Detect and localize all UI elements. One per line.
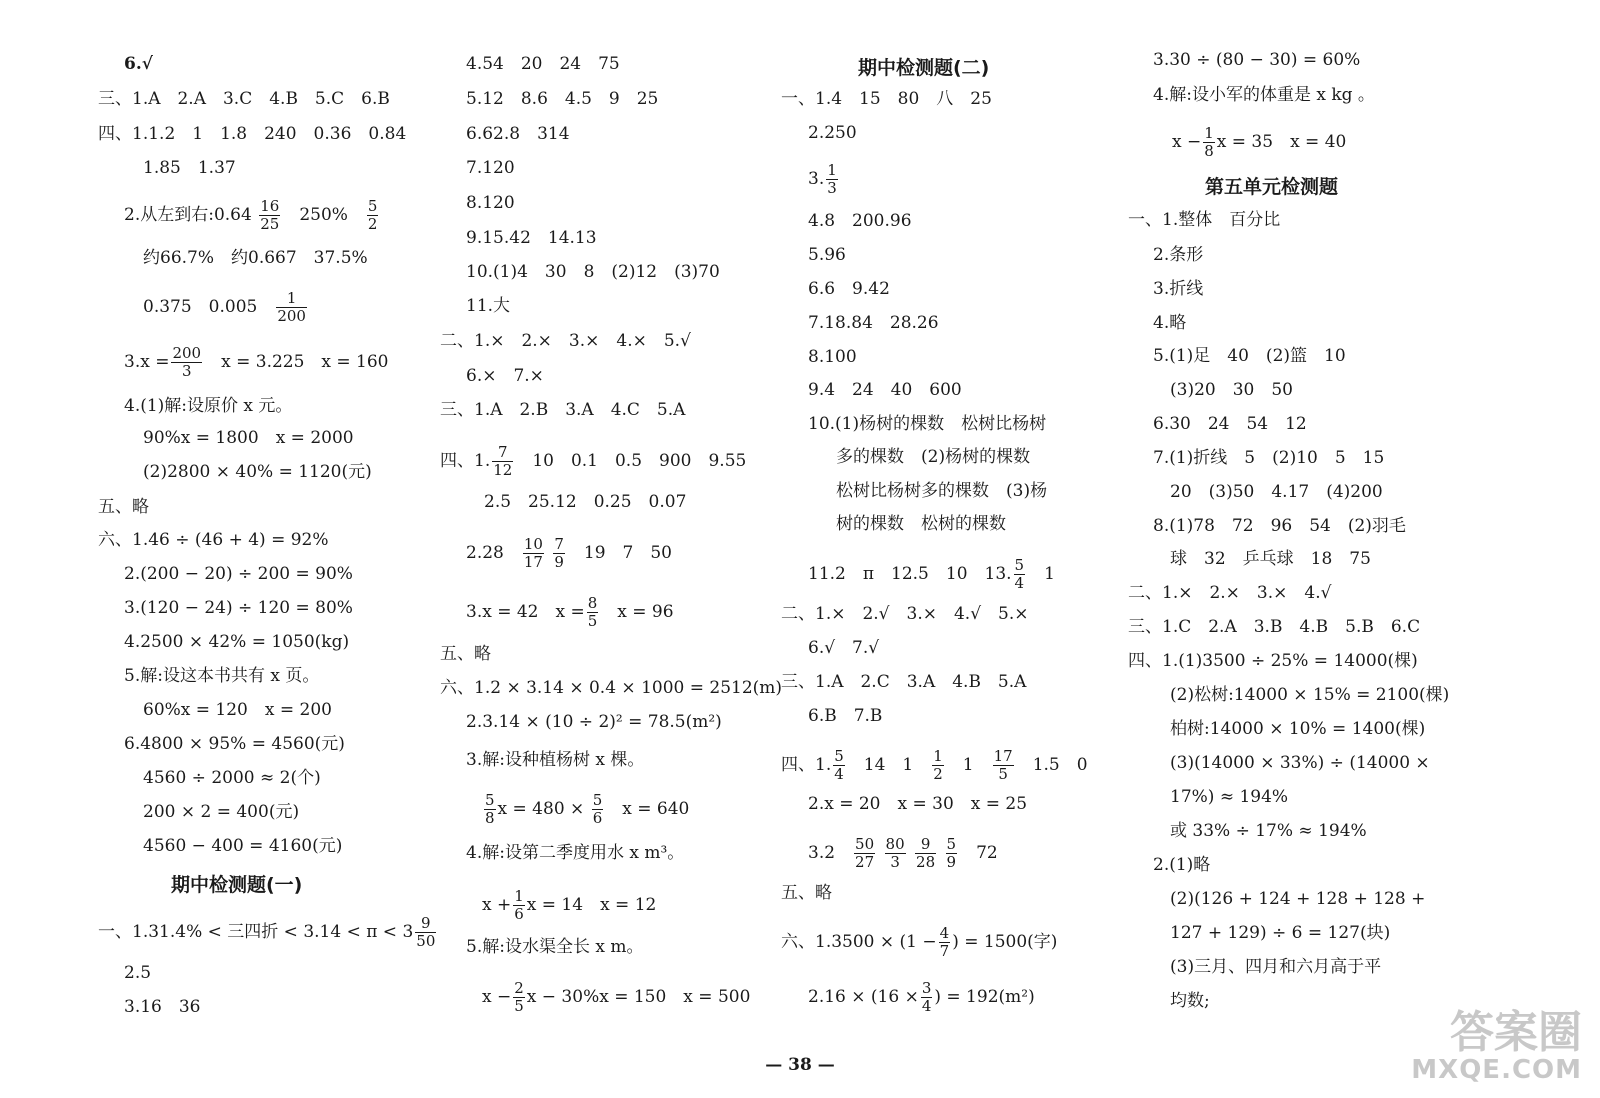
answer-line: x − $\frac{1}{8}$ x = 35 x = 40 xyxy=(1172,124,1347,160)
watermark-logo: 答案圈 MXQE.COM xyxy=(1411,1007,1582,1085)
answer-line: 2.28 $\frac{10}{17}$ $\frac{7}{9}$ 19 7 50 xyxy=(466,535,672,571)
fraction: $\frac{2}{5}$ xyxy=(514,979,524,1015)
answer-line: 5.解:设这本书共有 x 页。 xyxy=(124,666,320,686)
answer-line: 6.62.8 314 xyxy=(466,124,570,144)
answer-line: $\frac{5}{8}$ x = 480 × $\frac{5}{6}$ x = 640 xyxy=(485,791,690,827)
answer-line: 8.(1)78 72 96 54 (2)羽毛 xyxy=(1153,516,1406,536)
answer-line: 5.解:设水渠全长 x m。 xyxy=(466,937,644,957)
answer-line: 3.30 ÷ (80 − 30) = 60% xyxy=(1153,50,1361,70)
answer-line: 二、1.× 2.√ 3.× 4.√ 5.× xyxy=(781,604,1029,624)
section-heading: 期中检测题(一) xyxy=(171,874,303,896)
answer-line: 10.(1)杨树的棵数 松树比杨树 xyxy=(808,414,1047,434)
fraction: $\frac{5}{4}$ xyxy=(834,747,844,783)
answer-line: 7.18.84 28.26 xyxy=(808,313,939,333)
answer-line: 3.(120 − 24) ÷ 120 = 80% xyxy=(124,598,353,618)
answer-line: 6.B 7.B xyxy=(808,706,883,726)
answer-line: 三、1.A 2.C 3.A 4.B 5.A xyxy=(781,672,1027,692)
answer-line: 四、1. $\frac{7}{12}$ 10 0.1 0.5 900 9.55 xyxy=(440,443,747,479)
answer-line: 多的棵数 (2)杨树的棵数 xyxy=(836,447,1031,467)
fraction: $\frac{8}{5}$ xyxy=(587,594,598,630)
answer-line: 11.2 π 12.5 10 13. $\frac{5}{4}$ 1 xyxy=(808,556,1055,592)
fraction: $\frac{7}{9}$ xyxy=(554,535,564,571)
answer-line: 一、1.31.4% < 三四折 < 3.14 < π < 3 $\frac{9}{50}$ xyxy=(98,914,436,950)
answer-line: 一、1.4 15 80 八 25 xyxy=(781,89,992,109)
fraction: $\frac{1}{2}$ xyxy=(933,747,943,783)
answer-line: 6.4800 × 95% = 4560(元) xyxy=(124,734,345,754)
answer-line: 8.120 xyxy=(466,193,515,213)
fraction: $\frac{10}{17}$ xyxy=(523,535,543,571)
answer-line: (2)松树:14000 × 15% = 2100(棵) xyxy=(1170,685,1450,705)
answer-line: 4.2500 × 42% = 1050(kg) xyxy=(124,632,350,652)
fraction: $\frac{5}{4}$ xyxy=(1014,556,1025,592)
answer-line: 六、1.3500 × (1 − $\frac{4}{7}$ ) = 1500(字) xyxy=(781,924,1058,960)
fraction: $\frac{3}{4}$ xyxy=(921,979,932,1015)
answer-line: 11.大 xyxy=(466,296,511,316)
section-heading: 期中检测题(二) xyxy=(858,57,990,79)
answer-line: 2.条形 xyxy=(1153,245,1204,265)
answer-line: 3.16 36 xyxy=(124,997,201,1017)
answer-line: 5.12 8.6 4.5 9 25 xyxy=(466,89,659,109)
answer-line: 2.(200 − 20) ÷ 200 = 90% xyxy=(124,564,353,584)
answer-line: 2.16 × (16 × $\frac{3}{4}$ ) = 192(m²) xyxy=(808,979,1035,1015)
answer-line: 10.(1)4 30 8 (2)12 (3)70 xyxy=(466,262,720,282)
answer-line: 60%x = 120 x = 200 xyxy=(143,700,332,720)
answer-line: 三、1.A 2.B 3.A 4.C 5.A xyxy=(440,400,686,420)
fraction: $\frac{5}{2}$ xyxy=(367,197,378,233)
answer-line: x + $\frac{1}{6}$ x = 14 x = 12 xyxy=(482,887,657,923)
answer-line: 5.96 xyxy=(808,245,846,265)
answer-line: 四、1.1.2 1 1.8 240 0.36 0.84 xyxy=(98,124,407,144)
fraction: $\frac{9}{50}$ xyxy=(416,914,436,950)
answer-line: 树的棵数 松树的棵数 xyxy=(836,514,1006,534)
fraction: $\frac{5}{9}$ xyxy=(946,835,957,871)
answer-line: 6.6 9.42 xyxy=(808,279,890,299)
answer-line: 2.x = 20 x = 30 x = 25 xyxy=(808,794,1028,814)
answer-line: 五、略 xyxy=(440,644,491,664)
answer-line: x − $\frac{2}{5}$ x − 30%x = 150 x = 500 xyxy=(482,979,751,1015)
answer-line: 7.120 xyxy=(466,158,515,178)
answer-line: 5.(1)足 40 (2)篮 10 xyxy=(1153,346,1346,366)
answer-line: 1.85 1.37 xyxy=(143,158,236,178)
answer-line: 6.√ xyxy=(124,54,153,74)
answer-line: 4.8 200.96 xyxy=(808,211,912,231)
answer-line: 2.5 25.12 0.25 0.07 xyxy=(484,492,687,512)
answer-line: 三、1.A 2.A 3.C 4.B 5.C 6.B xyxy=(98,89,390,109)
answer-line: 2.5 xyxy=(124,963,152,983)
answer-line: 六、1.2 × 3.14 × 0.4 × 1000 = 2512(m) xyxy=(440,678,783,698)
section-heading: 第五单元检测题 xyxy=(1205,176,1339,198)
answer-line: 3. $\frac{1}{3}$ xyxy=(808,161,837,197)
answer-line: 2.3.14 × (10 ÷ 2)² = 78.5(m²) xyxy=(466,712,722,732)
answer-line: 7.(1)折线 5 (2)10 5 15 xyxy=(1153,448,1385,468)
answer-line: 五、略 xyxy=(781,883,832,903)
answer-line: 20 (3)50 4.17 (4)200 xyxy=(1170,482,1383,502)
fraction: $\frac{200}{3}$ xyxy=(172,344,202,380)
answer-line: 2.250 xyxy=(808,123,857,143)
answer-line: 3.解:设种植杨树 x 棵。 xyxy=(466,750,645,770)
fraction: $\frac{17}{5}$ xyxy=(993,747,1013,783)
answer-line: 3.x = $\frac{200}{3}$ x = 3.225 x = 160 xyxy=(124,344,389,380)
answer-line: 4.54 20 24 75 xyxy=(466,54,620,74)
fraction: $\frac{50}{27}$ xyxy=(855,835,875,871)
answer-line: 200 × 2 = 400(元) xyxy=(143,802,300,822)
page-number: — 38 — xyxy=(765,1055,835,1075)
answer-line: 9.15.42 14.13 xyxy=(466,228,597,248)
answer-line: 四、1. $\frac{5}{4}$ 14 1 $\frac{1}{2}$ 1 $\frac{17}{5}$ 1.5 0 xyxy=(781,747,1088,783)
answer-line: 2.(1)略 xyxy=(1153,855,1211,875)
answer-line: 6.30 24 54 12 xyxy=(1153,414,1307,434)
answer-line: 六、1.46 ÷ (46 + 4) = 92% xyxy=(98,530,329,550)
answer-line: 4560 − 400 = 4160(元) xyxy=(143,836,343,856)
answer-line: 五、略 xyxy=(98,497,149,517)
fraction: $\frac{1}{200}$ xyxy=(277,289,306,325)
answer-line: 二、1.× 2.× 3.× 4.× 5.√ xyxy=(440,331,691,351)
answer-line: 4.(1)解:设原价 x 元。 xyxy=(124,396,293,416)
answer-line: 均数; xyxy=(1170,991,1210,1011)
fraction: $\frac{1}{6}$ xyxy=(514,887,524,923)
fraction: $\frac{9}{28}$ xyxy=(916,835,936,871)
answer-line: (3)(14000 × 33%) ÷ (14000 × xyxy=(1170,753,1430,773)
answer-line: 9.4 24 40 600 xyxy=(808,380,962,400)
answer-line: 0.375 0.005 $\frac{1}{200}$ xyxy=(143,289,306,325)
fraction: $\frac{1}{3}$ xyxy=(827,161,837,197)
answer-line: 约66.7% 约0.667 37.5% xyxy=(143,248,368,268)
fraction: $\frac{1}{8}$ xyxy=(1204,124,1214,160)
answer-line: 3.2 $\frac{50}{27}$ $\frac{80}{3}$ $\frac{9}{28}$ $\frac{5}{9}$ 72 xyxy=(808,835,998,871)
answer-line: 3.x = 42 x = $\frac{8}{5}$ x = 96 xyxy=(466,594,674,630)
answer-line: 2.从左到右:0.64 $\frac{16}{25}$ 250% $\frac{5}{2}$ xyxy=(124,197,378,233)
fraction: $\frac{80}{3}$ xyxy=(885,835,905,871)
answer-line: 17%) ≈ 194% xyxy=(1170,787,1289,807)
answer-line: 3.折线 xyxy=(1153,279,1204,299)
answer-line: 6.√ 7.√ xyxy=(808,638,880,658)
answer-line: 三、1.C 2.A 3.B 4.B 5.B 6.C xyxy=(1128,617,1421,637)
answer-line: 4560 ÷ 2000 ≈ 2(个) xyxy=(143,768,321,788)
answer-line: 4.解:设小军的体重是 x kg 。 xyxy=(1153,85,1375,105)
fraction: $\frac{5}{6}$ xyxy=(592,791,603,827)
answer-line: 4.解:设第二季度用水 x m³。 xyxy=(466,843,685,863)
fraction: $\frac{5}{8}$ xyxy=(485,791,495,827)
answer-line: 127 + 129) ÷ 6 = 127(块) xyxy=(1170,923,1391,943)
answer-line: 4.略 xyxy=(1153,313,1187,333)
answer-line: (2)(126 + 124 + 128 + 128 + xyxy=(1170,889,1426,909)
answer-line: (3)三月、四月和六月高于平 xyxy=(1170,957,1382,977)
answer-line: 90%x = 1800 x = 2000 xyxy=(143,428,354,448)
fraction: $\frac{16}{25}$ xyxy=(260,197,280,233)
answer-line: (3)20 30 50 xyxy=(1170,380,1293,400)
answer-line: 松树比杨树多的棵数 (3)杨 xyxy=(836,481,1048,501)
answer-line: 球 32 乒乓球 18 75 xyxy=(1170,549,1371,569)
answer-line: 6.× 7.× xyxy=(466,366,544,386)
answer-line: 四、1.(1)3500 ÷ 25% = 14000(棵) xyxy=(1128,651,1418,671)
fraction: $\frac{7}{12}$ xyxy=(493,443,513,479)
answer-line: 一、1.整体 百分比 xyxy=(1128,210,1281,230)
fraction: $\frac{4}{7}$ xyxy=(939,924,950,960)
answer-line: 8.100 xyxy=(808,347,857,367)
answer-line: (2)2800 × 40% = 1120(元) xyxy=(143,462,372,482)
answer-line: 柏树:14000 × 10% = 1400(棵) xyxy=(1170,719,1426,739)
answer-line: 或 33% ÷ 17% ≈ 194% xyxy=(1170,821,1367,841)
answer-line: 二、1.× 2.× 3.× 4.√ xyxy=(1128,583,1332,603)
